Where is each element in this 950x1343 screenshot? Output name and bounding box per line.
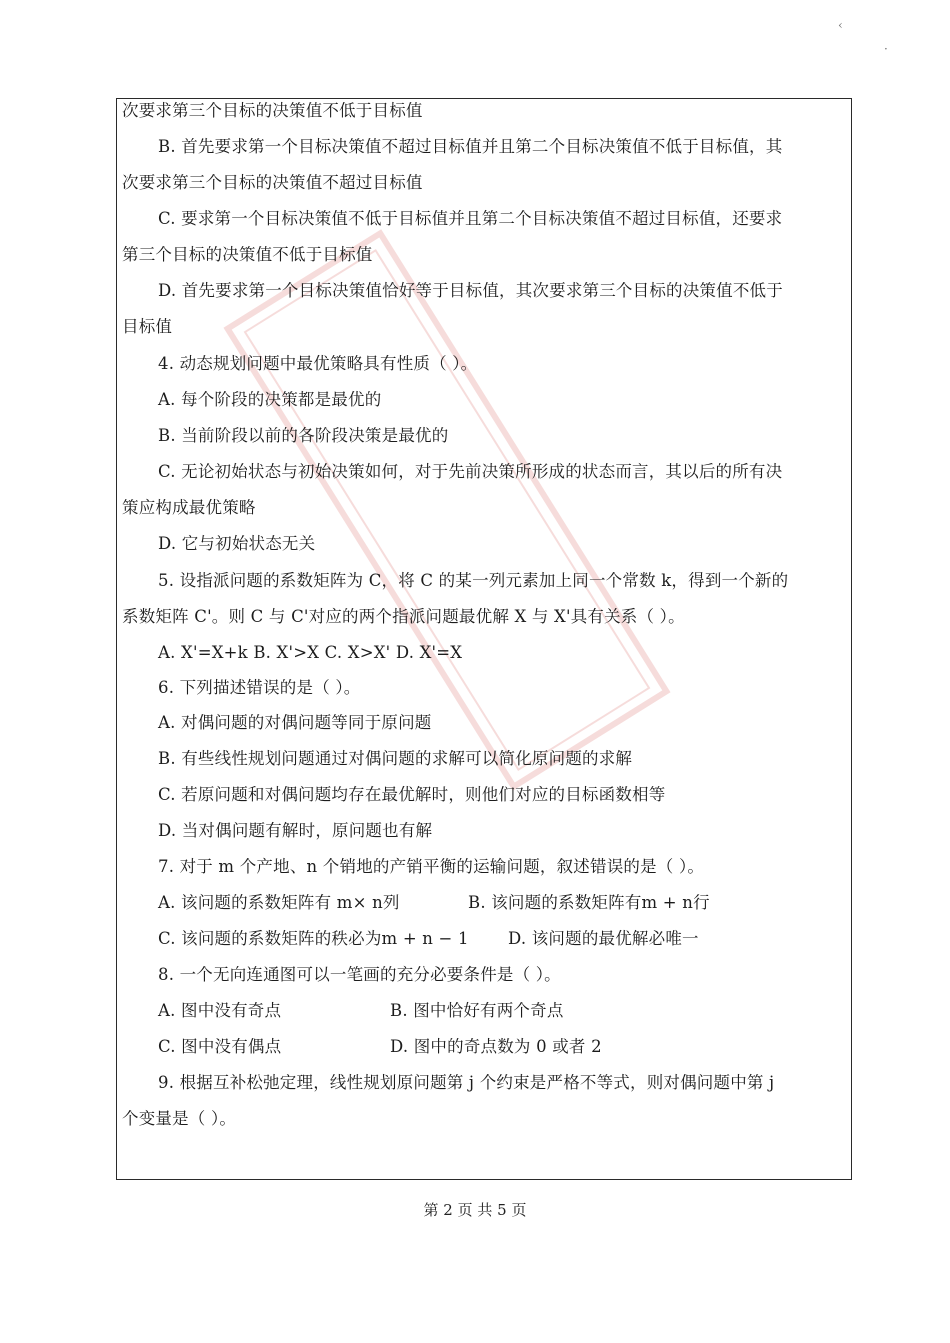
- text-line: 策应构成最优策略: [122, 498, 256, 517]
- option-a: A. 图中没有奇点: [158, 1001, 282, 1020]
- text-line: 次要求第三个目标的决策值不超过目标值: [122, 173, 423, 192]
- option-line: D. 它与初始状态无关: [158, 534, 316, 553]
- option-line: B. 当前阶段以前的各阶段决策是最优的: [158, 426, 449, 445]
- text-line: 目标值: [122, 317, 173, 336]
- option-line: D. 首先要求第一个目标决策值恰好等于目标值，其次要求第三个目标的决策值不低于: [158, 281, 783, 300]
- text-line: 个变量是（ ）。: [122, 1109, 237, 1128]
- option-line: C. 要求第一个目标决策值不低于目标值并且第二个目标决策值不超过目标值，还要求: [158, 209, 783, 228]
- text-line: 次要求第三个目标的决策值不低于目标值: [122, 101, 423, 120]
- option-line: A. 对偶问题的对偶问题等同于原问题: [158, 713, 432, 732]
- question-line: 5. 设指派问题的系数矩阵为 C，将 C 的某一列元素加上同一个常数 k，得到一个新的: [158, 571, 789, 590]
- option-b: B. 图中恰好有两个奇点: [390, 1001, 564, 1020]
- corner-mark: ·: [884, 42, 888, 56]
- option-line: D. 当对偶问题有解时，原问题也有解: [158, 821, 433, 840]
- question-line: 4. 动态规划问题中最优策略具有性质（ ）。: [158, 354, 478, 373]
- corner-mark: ‹: [838, 18, 843, 32]
- option-row: [158, 928, 699, 950]
- option-d: D. 该问题的最优解必唯一: [508, 929, 699, 948]
- option-row: [158, 1000, 564, 1022]
- option-line: A. X'=X+k B. X'>X C. X>X' D. X'=X: [158, 643, 463, 662]
- question-line: 9. 根据互补松弛定理，线性规划原问题第 j 个约束是严格不等式，则对偶问题中第 j: [158, 1073, 775, 1092]
- option-c: C. 该问题的系数矩阵的秩必为m + n − 1: [158, 929, 469, 948]
- option-row: [158, 892, 710, 914]
- option-line: A. 每个阶段的决策都是最优的: [158, 390, 382, 409]
- option-line: C. 若原问题和对偶问题均存在最优解时，则他们对应的目标函数相等: [158, 785, 666, 804]
- option-a: A. 该问题的系数矩阵有 m× n列: [158, 893, 400, 912]
- option-line: B. 有些线性规划问题通过对偶问题的求解可以简化原问题的求解: [158, 749, 633, 768]
- option-d: D. 图中的奇点数为 0 或者 2: [390, 1037, 602, 1056]
- question-line: 6. 下列描述错误的是（ ）。: [158, 678, 361, 697]
- text-line: 第三个目标的决策值不低于目标值: [122, 245, 373, 264]
- text-line: 系数矩阵 C'。则 C 与 C'对应的两个指派问题最优解 X 与 X'具有关系（ ）。: [122, 607, 685, 626]
- option-line: C. 无论初始状态与初始决策如何，对于先前决策所形成的状态而言，其以后的所有决: [158, 462, 783, 481]
- option-b: B. 该问题的系数矩阵有m + n行: [468, 893, 710, 912]
- question-line: 8. 一个无向连通图可以一笔画的充分必要条件是（ ）。: [158, 965, 561, 984]
- page-footer: 第 2 页 共 5 页: [423, 1201, 527, 1219]
- question-line: 7. 对于 m 个产地、n 个销地的产销平衡的运输问题，叙述错误的是（ ）。: [158, 857, 705, 876]
- option-row: [158, 1036, 602, 1058]
- option-c: C. 图中没有偶点: [158, 1037, 282, 1056]
- option-line: B. 首先要求第一个目标决策值不超过目标值并且第二个目标决策值不低于目标值，其: [158, 137, 783, 156]
